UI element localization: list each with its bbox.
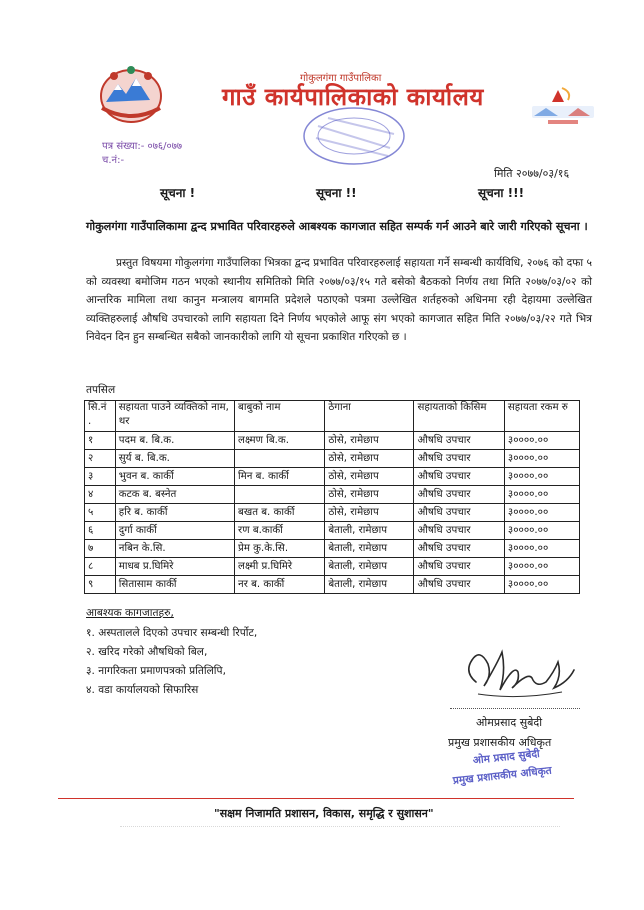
notice-body: प्रस्तुत विषयमा गोकुलगंगा गाउँपालिका भित्रका द्वन्द प्रभावित परिवारहरुलाई सहायता गर्ने सम्बन्धी कार्यविधि, २०७६ को दफा ५ को व्यवस्था बमोजिम गठन भएको स्थानीय समितिको मिति २०७७/०३/१५ गते बसेको बैठकको निर्णय तथा मिति २०७७/०३/०२ को आन्तरिक मामिला तथा कानुन मन्त्रालय बागमति प्रदेशले पठाएको पत्रमा उल्लेखित शर्तहरुको अधिनमा रही देहायमा उल्लेखित व्यक्तिहरुलाई औषधि उपचारको लागि सहायता दिने निर्णय भएकोले आफू संग भएको कागजात सहित मिति २०७७/०३/२२ गते भित्र निवेदन दिन हुन सम्बन्धित सबैको जानकारीको लागि यो सूचना प्रकाशित गरिएको छ । — [86, 257, 592, 344]
faint-footer-line — [120, 826, 560, 827]
cell-aid-type: औषधि उपचार — [414, 504, 504, 522]
footer-divider — [58, 798, 574, 799]
cell-amount: ३००००.०० — [504, 540, 579, 558]
cell-aid-type: औषधि उपचार — [414, 468, 504, 486]
cell-father — [235, 486, 325, 504]
list-item: ३. नागरिकता प्रमाणपत्रको प्रतिलिपि, — [86, 665, 226, 677]
cell-recipient: दुर्गा कार्की — [115, 522, 234, 540]
cell-serial: ५ — [85, 504, 116, 522]
cell-aid-type: औषधि उपचार — [414, 450, 504, 468]
signer-title: प्रमुख प्रशासकीय अधिकृत — [448, 736, 552, 749]
cell-serial: ३ — [85, 468, 116, 486]
officer-stamp — [450, 742, 570, 796]
reference-number: पत्र संख्या:- ०७६/०७७ — [102, 141, 183, 152]
table-header-row — [85, 401, 580, 432]
cell-recipient: भुवन ब. कार्की — [115, 468, 234, 486]
handwritten-signature — [458, 642, 578, 708]
table-row — [85, 522, 580, 540]
cell-amount: ३००००.०० — [504, 576, 579, 594]
cell-address: बेताली, रामेछाप — [325, 540, 414, 558]
cell-father — [235, 450, 325, 468]
cell-father: रण ब.कार्की — [235, 522, 325, 540]
list-item: ४. वडा कार्यालयको सिफारिस — [86, 684, 199, 696]
signer-name: ओमप्रसाद सुबेदी — [476, 716, 543, 729]
details-label: तपसिल — [86, 384, 116, 396]
notice-heading-3: सूचना !!! — [478, 186, 525, 200]
office-round-stamp-icon — [298, 104, 410, 170]
table-row — [85, 450, 580, 468]
cell-address: ठोसे, रामेछाप — [325, 504, 414, 522]
cell-amount: ३००००.०० — [504, 468, 579, 486]
cell-recipient: सुर्य ब. बि.क. — [115, 450, 234, 468]
cell-father: नर ब. कार्की — [235, 576, 325, 594]
beneficiary-table — [84, 400, 580, 594]
cell-serial: ७ — [85, 540, 116, 558]
column-header-aid-type: सहायताको किसिम — [414, 401, 504, 432]
cell-amount: ३००००.०० — [504, 522, 579, 540]
cell-amount: ३००००.०० — [504, 432, 579, 450]
table-row — [85, 576, 580, 594]
table-row — [85, 432, 580, 450]
column-header-father: बाबुको नाम — [235, 401, 325, 432]
cell-address: बेताली, रामेछाप — [325, 522, 414, 540]
cell-serial: ४ — [85, 486, 116, 504]
cell-amount: ३००००.०० — [504, 558, 579, 576]
table-row — [85, 540, 580, 558]
required-documents-title: आबश्यक कागजातहरु, — [86, 607, 174, 619]
cell-aid-type: औषधि उपचार — [414, 558, 504, 576]
notice-subject: गोकुलगंगा गाउँपालिकामा द्वन्द प्रभावित परिवारहरुले आबश्यक कागजात सहित सम्पर्क गर्न आउने बारे जारी गरिएको सूचना । — [86, 220, 588, 233]
footer-motto: "सक्षम निजामति प्रशासन, विकास, समृद्धि र सुशासन" — [214, 807, 434, 820]
cell-recipient: नबिन के.सि. — [115, 540, 234, 558]
office-title: गाउँ कार्यपालिकाको कार्यालय — [222, 83, 484, 111]
cell-address: बेताली, रामेछाप — [325, 576, 414, 594]
table-row — [85, 468, 580, 486]
column-header-serial: सि.नं . — [85, 401, 116, 432]
sub-organization-name: गोकुलगंगा गाउँपालिका — [300, 73, 382, 84]
cell-aid-type: औषधि उपचार — [414, 432, 504, 450]
cell-serial: ८ — [85, 558, 116, 576]
signature-line — [450, 708, 580, 709]
cell-serial: १ — [85, 432, 116, 450]
cell-father: प्रेम कु.के.सि. — [235, 540, 325, 558]
notice-date: मिति २०७७/०३/१६ — [494, 167, 570, 180]
cell-father: मिन ब. कार्की — [235, 468, 325, 486]
table-row — [85, 558, 580, 576]
cell-amount: ३००००.०० — [504, 504, 579, 522]
notice-heading-1: सूचना ! — [160, 186, 196, 200]
stamp-name: ओम प्रसाद सुबेदी — [472, 747, 541, 767]
cell-address: ठोसे, रामेछाप — [325, 468, 414, 486]
cell-aid-type: औषधि उपचार — [414, 576, 504, 594]
cell-address: ठोसे, रामेछाप — [325, 432, 414, 450]
cell-aid-type: औषधि उपचार — [414, 486, 504, 504]
required-documents-list — [86, 624, 257, 700]
cell-serial: ९ — [85, 576, 116, 594]
cell-amount: ३००००.०० — [504, 450, 579, 468]
cell-recipient: माधब प्र.घिमिरे — [115, 558, 234, 576]
list-item: २. खरिद गरेको औषधिको बिल, — [86, 646, 208, 658]
cell-recipient: सितासाम कार्की — [115, 576, 234, 594]
cell-serial: ६ — [85, 522, 116, 540]
visit-nepal-2020-logo-icon — [528, 86, 598, 126]
column-header-recipient: सहायता पाउने व्यक्तिको नाम, थर — [115, 401, 234, 432]
cell-amount: ३००००.०० — [504, 486, 579, 504]
cell-address: बेताली, रामेछाप — [325, 558, 414, 576]
list-item: १. अस्पतालले दिएको उपचार सम्बन्धी रिर्पोट, — [86, 627, 258, 639]
reference-numbers — [102, 140, 182, 168]
nepal-emblem-icon — [92, 62, 170, 126]
cell-father: लक्ष्मी प्र.घिमिरे — [235, 558, 325, 576]
cell-address: ठोसे, रामेछाप — [325, 450, 414, 468]
cell-father: बखत ब. कार्की — [235, 504, 325, 522]
cell-aid-type: औषधि उपचार — [414, 540, 504, 558]
cell-recipient: पदम ब. बि.क. — [115, 432, 234, 450]
cell-aid-type: औषधि उपचार — [414, 522, 504, 540]
column-header-amount: सहायता रकम रु — [504, 401, 579, 432]
table-row — [85, 486, 580, 504]
cell-recipient: हरि ब. कार्की — [115, 504, 234, 522]
notice-heading-2: सूचना !! — [316, 186, 357, 200]
stamp-title: प्रमुख प्रशासकीय अधिकृत — [452, 764, 553, 787]
cell-address: ठोसे, रामेछाप — [325, 486, 414, 504]
column-header-address: ठेगाना — [325, 401, 414, 432]
cell-serial: २ — [85, 450, 116, 468]
table-row — [85, 504, 580, 522]
cell-recipient: कटक ब. बस्नेत — [115, 486, 234, 504]
dispatch-number: च.नं:- — [102, 155, 125, 166]
cell-father: लक्ष्मण बि.क. — [235, 432, 325, 450]
